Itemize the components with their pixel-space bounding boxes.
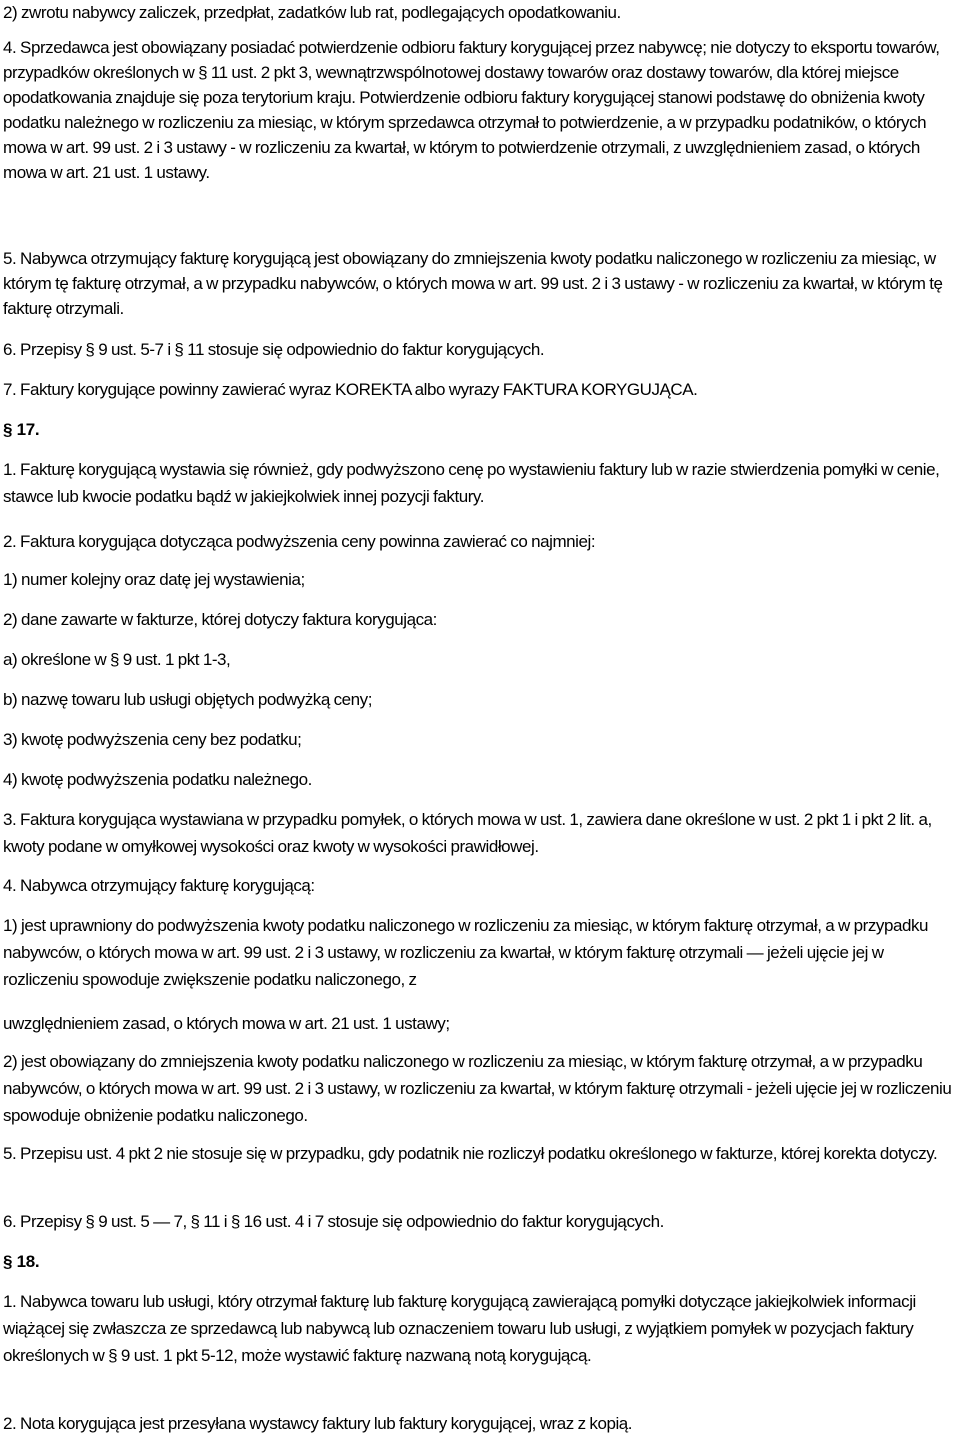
paragraph-17-6-provisions: 6. Przepisy § 9 ust. 5 — 7, § 11 i § 16 ust. 4 i 7 stosuje się odpowiednio do faktur korygujących. xyxy=(3,1212,664,1231)
paragraph-6-provisions: 6. Przepisy § 9 ust. 5-7 i § 11 stosuje się odpowiednio do faktur korygujących. xyxy=(3,340,545,359)
list-item-obliged-reduction: 2) jest obowiązany do zmniejszenia kwoty podatku naliczonego w rozliczeniu za miesiąc, w którym fakturę otrzymał, a w przypadku nabywców, o których mowa w art. 99 ust. 2 i 3 ustawy, w rozliczeniu za kwartał, w którym fakturę otrzymali - jeżeli ujęcie jej w rozliczeniu spowoduje obniżenie podatku naliczonego. xyxy=(3,1052,952,1125)
list-item-number-date: 1) numer kolejny oraz datę jej wystawienia; xyxy=(3,570,305,589)
paragraph-5-buyer-reduction: 5. Nabywca otrzymujący fakturę korygującą jest obowiązany do zmniejszenia kwoty podatku naliczonego w rozliczeniu za miesiąc, w którym tę fakturę otrzymał, a w przypadku nabywców, o których mowa w art. 99 ust. 2 i 3 ustawy - w rozliczeniu za kwartał, w którym tę fakturę otrzymali. xyxy=(3,249,943,318)
list-item-b: b) nazwę towaru lub usługi objętych podwyżką ceny; xyxy=(3,690,372,709)
paragraph-17-2-required-contents: 2. Faktura korygująca dotycząca podwyższenia ceny powinna zawierać co najmniej: xyxy=(3,532,596,551)
list-item-a: a) określone w § 9 ust. 1 pkt 1-3, xyxy=(3,650,231,669)
list-item-price-increase-net: 3) kwotę podwyższenia ceny bez podatku; xyxy=(3,730,302,749)
paragraph-7-correction-wording: 7. Faktury korygujące powinny zawierać wyraz KOREKTA albo wyrazy FAKTURA KORYGUJĄCA. xyxy=(3,380,698,399)
paragraph-17-4-buyer: 4. Nabywca otrzymujący fakturę korygującą: xyxy=(3,876,315,895)
section-17-heading: § 17. xyxy=(3,420,40,439)
paragraph-4-confirmation: 4. Sprzedawca jest obowiązany posiadać potwierdzenie odbioru faktury korygującej przez nabywcę; nie dotyczy to eksportu towarów, przypadków określonych w § 11 ust. 2 pkt 3, wewnątrzwspólnotowej dostawy towarów oraz dostawy towarów, dla której miejsce opodatkowania znajduje się poza terytorium kraju. Potwierdzenie odbioru faktury korygującej stanowi podstawę do obniżenia kwoty podatku należnego w rozliczeniu za miesiąc, w którym sprzedawca otrzymał to potwierdzenie, a w przypadku podatników, o których mowa w art. 99 ust. 2 i 3 ustawy - w rozliczeniu za kwartał, w którym to potwierdzenie otrzymali, z uwzględnieniem zasad, o których mowa w art. 21 ust. 1 ustawy. xyxy=(3,38,940,182)
list-item-entitled-increase-cont: uwzględnieniem zasad, o których mowa w art. 21 ust. 1 ustawy; xyxy=(3,1014,450,1033)
paragraph-17-1-price-increase: 1. Fakturę korygującą wystawia się również, gdy podwyższono cenę po wystawieniu faktury lub w razie stwierdzenia pomyłki w cenie, stawce lub kwocie podatku bądź w jakiejkolwiek innej pozycji faktury. xyxy=(3,460,940,506)
list-item-invoice-data: 2) dane zawarte w fakturze, której dotyczy faktura korygująca: xyxy=(3,610,437,629)
paragraph-17-3-errors: 3. Faktura korygująca wystawiana w przypadku pomyłek, o których mowa w ust. 1, zawiera dane określone w ust. 2 pkt 1 i pkt 2 lit. a, kwoty podane w omyłkowej wysokości oraz kwoty w wysokości prawidłowej. xyxy=(3,810,932,856)
paragraph-refund-advances: 2) zwrotu nabywcy zaliczek, przedpłat, zadatków lub rat, podlegających opodatkowaniu. xyxy=(3,3,621,22)
paragraph-18-1-correction-note: 1. Nabywca towaru lub usługi, który otrzymał fakturę lub fakturę korygującą zawierającą pomyłki dotyczące jakiejkolwiek informacji wiążącej się zwłaszcza ze sprzedawcą lub nabywcą lub oznaczeniem towaru lub usługi, z wyjątkiem pomyłek w pozycjach faktury określonych w § 9 ust. 1 pkt 5-12, może wystawić fakturę nazwaną notą korygującą. xyxy=(3,1292,916,1365)
section-18-heading: § 18. xyxy=(3,1252,40,1271)
list-item-tax-increase: 4) kwotę podwyższenia podatku należnego. xyxy=(3,770,312,789)
paragraph-18-2-note-sent: 2. Nota korygująca jest przesyłana wystawcy faktury lub faktury korygującej, wraz z kopią. xyxy=(3,1414,633,1433)
paragraph-17-5-exception: 5. Przepisu ust. 4 pkt 2 nie stosuje się w przypadku, gdy podatnik nie rozliczył podatku określonego w fakturze, której korekta dotyczy. xyxy=(3,1144,938,1163)
list-item-entitled-increase: 1) jest uprawniony do podwyższenia kwoty podatku naliczonego w rozliczeniu za miesiąc, w którym fakturę otrzymał, a w przypadku nabywców, o których mowa w art. 99 ust. 2 i 3 ustawy, w rozliczeniu za kwartał, w którym fakturę otrzymali — jeżeli ujęcie jej w rozliczeniu spowoduje zwiększenie podatku naliczonego, z xyxy=(3,916,929,989)
